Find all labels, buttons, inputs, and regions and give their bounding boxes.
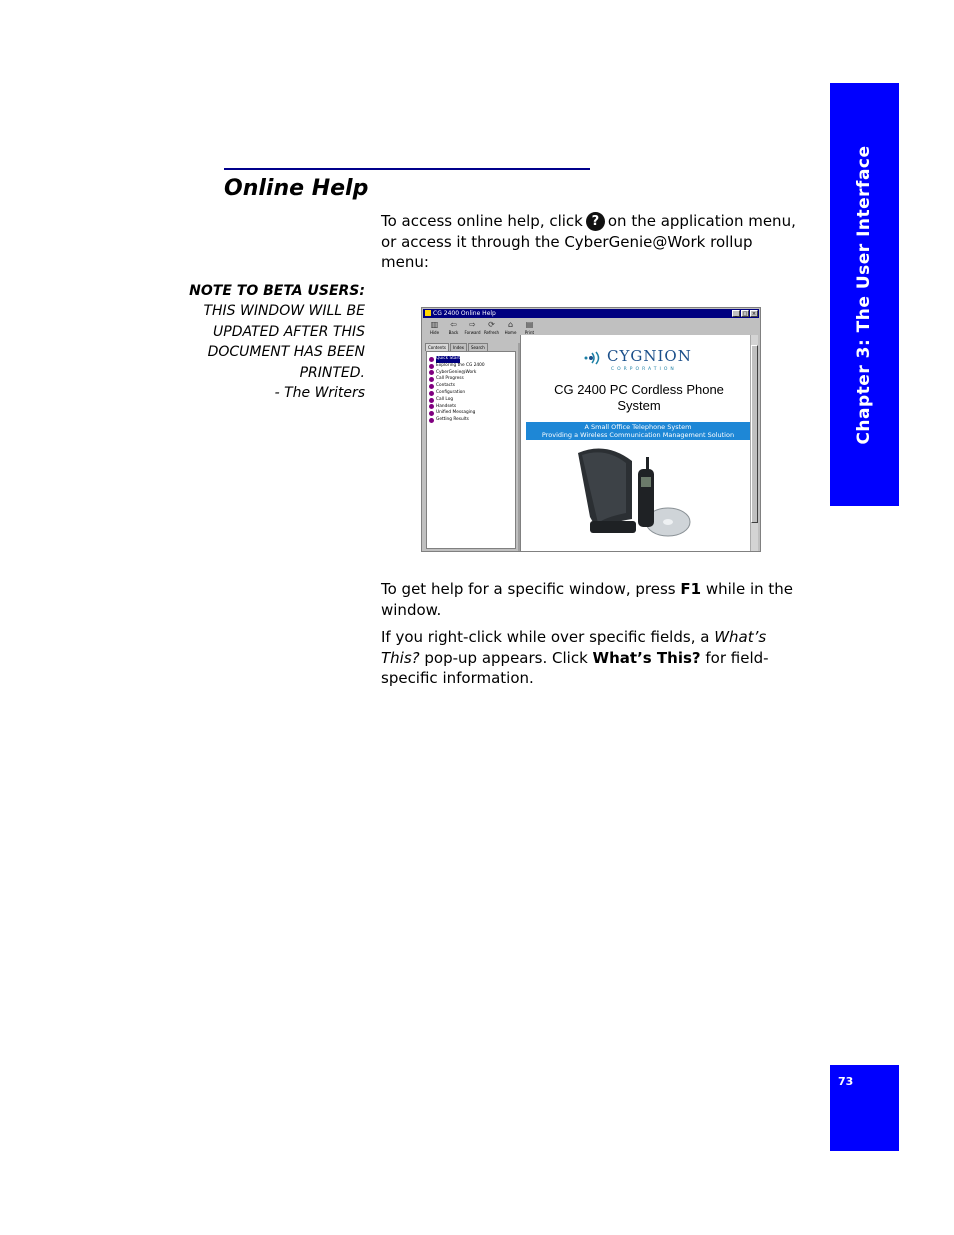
beta-note xyxy=(180,281,365,403)
tree-item[interactable]: Call Progress xyxy=(429,376,513,383)
close-icon[interactable]: × xyxy=(751,311,757,317)
note-text: THIS WINDOW WILL BE UPDATED AFTER THIS DOCUMENT HAS BEEN PRINTED. xyxy=(203,303,365,381)
window-titlebar xyxy=(423,309,759,318)
intro-text-before: To access online help, click xyxy=(381,212,583,230)
chapter-side-tab xyxy=(830,83,899,506)
tree-item[interactable]: Unified Messaging xyxy=(429,410,513,417)
tree-item[interactable]: Configuration xyxy=(429,390,513,397)
home-icon: ⌂ xyxy=(507,320,514,329)
f1-key: F1 xyxy=(680,580,702,598)
whats-this-paragraph: If you right-click while over specific fields, a What’s This? pop-up appears. Click What’s This? for field-specific information. xyxy=(381,628,769,687)
intro-text-after: on the application menu, or access it through the CyberGenie@Work rollup menu: xyxy=(381,212,796,271)
cygnion-logo-subtext: CORPORATION xyxy=(611,367,677,372)
f1-paragraph: To get help for a specific window, press F1 while in the window. xyxy=(381,580,794,619)
contents-tree xyxy=(426,351,516,549)
window-app-icon xyxy=(425,310,431,316)
back-arrow-icon: ⇦ xyxy=(450,320,457,329)
product-name: CG 2400 PC Cordless Phone System xyxy=(554,382,724,413)
tree-item[interactable]: Handsets xyxy=(429,404,513,411)
toolbar-print-button[interactable]: ▤ Print xyxy=(524,320,535,335)
tree-item[interactable]: Exploring the CG 2400 xyxy=(429,363,513,370)
book-icon xyxy=(429,404,434,409)
cygnion-logo-icon xyxy=(583,351,607,365)
section-rule xyxy=(224,168,590,170)
online-help-window-screenshot xyxy=(421,307,761,552)
tree-item[interactable]: Getting Results xyxy=(429,417,513,424)
whats-this-bold: What’s This? xyxy=(592,648,701,667)
book-icon xyxy=(429,411,434,416)
book-icon xyxy=(429,370,434,375)
page-number-tab xyxy=(830,1065,899,1151)
whats-this-italic: What’s This? xyxy=(381,628,767,667)
maximize-icon[interactable]: □ xyxy=(742,311,748,317)
hide-icon: ▥ xyxy=(430,320,439,329)
tree-item[interactable]: Contacts xyxy=(429,383,513,390)
tree-item[interactable]: Call Log xyxy=(429,397,513,404)
book-icon xyxy=(429,418,434,423)
forward-arrow-icon: ⇨ xyxy=(469,320,476,329)
tree-item[interactable]: Quick Start xyxy=(429,356,513,363)
navigation-pane xyxy=(424,343,518,551)
tab-index[interactable]: Index xyxy=(450,343,467,351)
window-title: CG 2400 Online Help xyxy=(433,310,496,317)
refresh-icon: ⟳ xyxy=(488,320,495,329)
book-icon xyxy=(429,357,434,362)
intro-paragraph xyxy=(381,211,796,273)
help-content-pane xyxy=(520,335,752,551)
cordless-phone-image xyxy=(576,447,696,542)
note-signature: - The Writers xyxy=(274,385,365,402)
print-icon: ▤ xyxy=(525,320,534,329)
minimize-icon[interactable]: _ xyxy=(732,310,740,317)
book-icon xyxy=(429,364,434,369)
book-icon xyxy=(429,391,434,396)
tab-contents[interactable]: Contents xyxy=(425,343,449,351)
toolbar-hide-button[interactable]: ▥ Hide xyxy=(429,320,440,335)
book-icon xyxy=(429,398,434,403)
book-icon xyxy=(429,377,434,382)
tree-item[interactable]: CyberGenie@Work xyxy=(429,370,513,377)
toolbar-back-button[interactable]: ⇦ Back xyxy=(448,320,459,335)
help-icon: ? xyxy=(586,212,605,231)
book-icon xyxy=(429,384,434,389)
cygnion-logo-text: CYGNION xyxy=(607,347,692,365)
toolbar-home-button[interactable]: ⌂ Home xyxy=(504,320,517,335)
product-banner: A Small Office Telephone System Providing a Wireless Communication Management Solution xyxy=(526,422,750,440)
toolbar-forward-button[interactable]: ⇨ Forward xyxy=(464,320,481,335)
page-number: 73 xyxy=(838,1075,854,1088)
toolbar-refresh-button[interactable]: ⟳ Refresh xyxy=(483,320,500,335)
content-scrollbar[interactable] xyxy=(750,335,758,551)
section-title: Online Help xyxy=(224,176,369,201)
note-label: NOTE TO BETA USERS: xyxy=(189,283,365,299)
tab-search[interactable]: Search xyxy=(468,343,488,351)
chapter-label: Chapter 3: The User Interface xyxy=(854,145,874,445)
